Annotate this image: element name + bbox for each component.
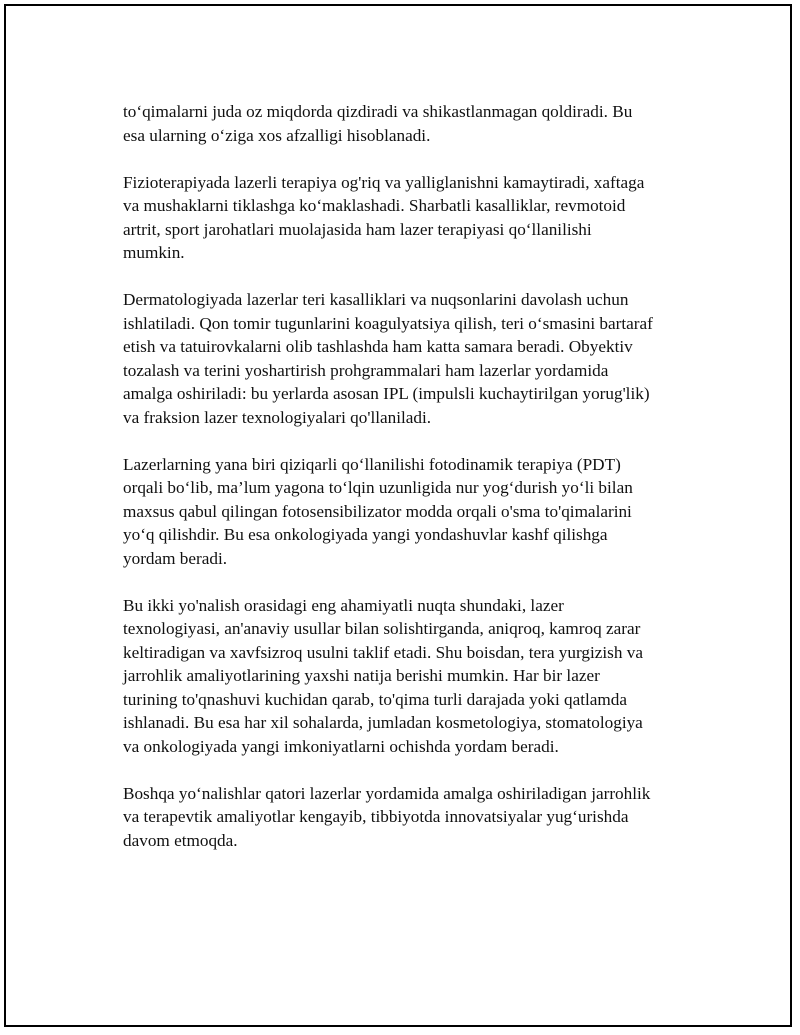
text-line: mumkin. xyxy=(123,243,185,262)
text-line: va terapevtik amaliyotlar kengayib, tibbiyotda innovatsiyalar yug‘urishda xyxy=(123,807,629,826)
text-line: davom etmoqda. xyxy=(123,830,238,850)
text-line: jarrohlik amaliyotlarining yaxshi natija berishi mumkin. Har bir lazer xyxy=(123,666,600,685)
text-line: yordam beradi. xyxy=(123,548,228,568)
text-line: ishlatiladi. Qon tomir tugunlarini koagulyatsiya qilish, teri o‘smasini bartaraf xyxy=(123,313,653,333)
text-line: tozalash va terini yoshartirish prohgrammalari ham lazerlar yordamida xyxy=(123,360,609,380)
text-line: Lazerlarning yana biri qiziqarli qo‘llanilishi fotodinamik terapiya (PDT) xyxy=(123,454,621,474)
text-line: va onkologiyada yangi imkoniyatlarni ochishda yordam beradi. xyxy=(123,736,559,756)
paragraph-5 xyxy=(123,594,711,759)
text-line: yo‘q qilishdir. Bu esa onkologiyada yangi yondashuvlar kashf qilishga xyxy=(123,525,608,544)
text-line: ishlanadi. Bu esa har xil sohalarda, jumladan kosmetologiya, stomatologiya xyxy=(123,713,643,732)
text-line: Fizioterapiyada lazerli terapiya og'riq va yalliglanishni kamaytiradi, xaftaga xyxy=(123,172,645,192)
text-line: keltiradigan va xavfsizroq usulni taklif etadi. Shu boisdan, tera yurgizish va xyxy=(123,642,643,662)
text-line: va mushaklarni tiklashga ko‘maklashadi. Sharbatli kasalliklar, revmotoid xyxy=(123,196,626,215)
paragraph-6 xyxy=(123,782,711,853)
text-line: amalga oshiriladi: bu yerlarda asosan IPL (impulsli kuchaytirilgan yorug'lik) xyxy=(123,384,650,403)
text-line: orqali bo‘lib, ma’lum yagona to‘lqin uzunligida nur yog‘durish yo‘li bilan xyxy=(123,478,633,497)
paragraph-2 xyxy=(123,171,711,265)
paragraph-3 xyxy=(123,288,711,429)
paragraph-1 xyxy=(123,100,711,147)
text-line: etish va tatuirovkalarni olib tashlashda ham katta samara beradi. Obyektiv xyxy=(123,337,633,356)
paragraph-4 xyxy=(123,453,711,571)
text-line: maxsus qabul qilingan fotosensibilizator modda orqali o'sma to'qimalarini xyxy=(123,501,632,521)
text-line: artrit, sport jarohatlari muolajasida ham lazer terapiyasi qo‘llanilishi xyxy=(123,219,592,239)
document-body xyxy=(123,100,711,876)
text-line: to‘qimalarni juda oz miqdorda qizdiradi va shikastlanmagan qoldiradi. Bu xyxy=(123,102,633,121)
text-line: va fraksion lazer texnologiyalari qo'llaniladi. xyxy=(123,407,432,427)
text-line: Bu ikki yo'nalish orasidagi eng ahamiyatli nuqta shundaki, lazer xyxy=(123,595,564,615)
text-line: Dermatologiyada lazerlar teri kasalliklari va nuqsonlarini davolash uchun xyxy=(123,290,629,309)
page-frame xyxy=(4,4,792,1027)
text-line: esa ularning o‘ziga xos afzalligi hisoblanadi. xyxy=(123,125,431,145)
text-line: Boshqa yo‘nalishlar qatori lazerlar yordamida amalga oshiriladigan jarrohlik xyxy=(123,783,651,803)
text-line: turining to'qnashuvi kuchidan qarab, to'qima turli darajada yoki qatlamda xyxy=(123,689,628,709)
text-line: texnologiyasi, an'anaviy usullar bilan solishtirganda, aniqroq, kamroq zarar xyxy=(123,619,641,638)
